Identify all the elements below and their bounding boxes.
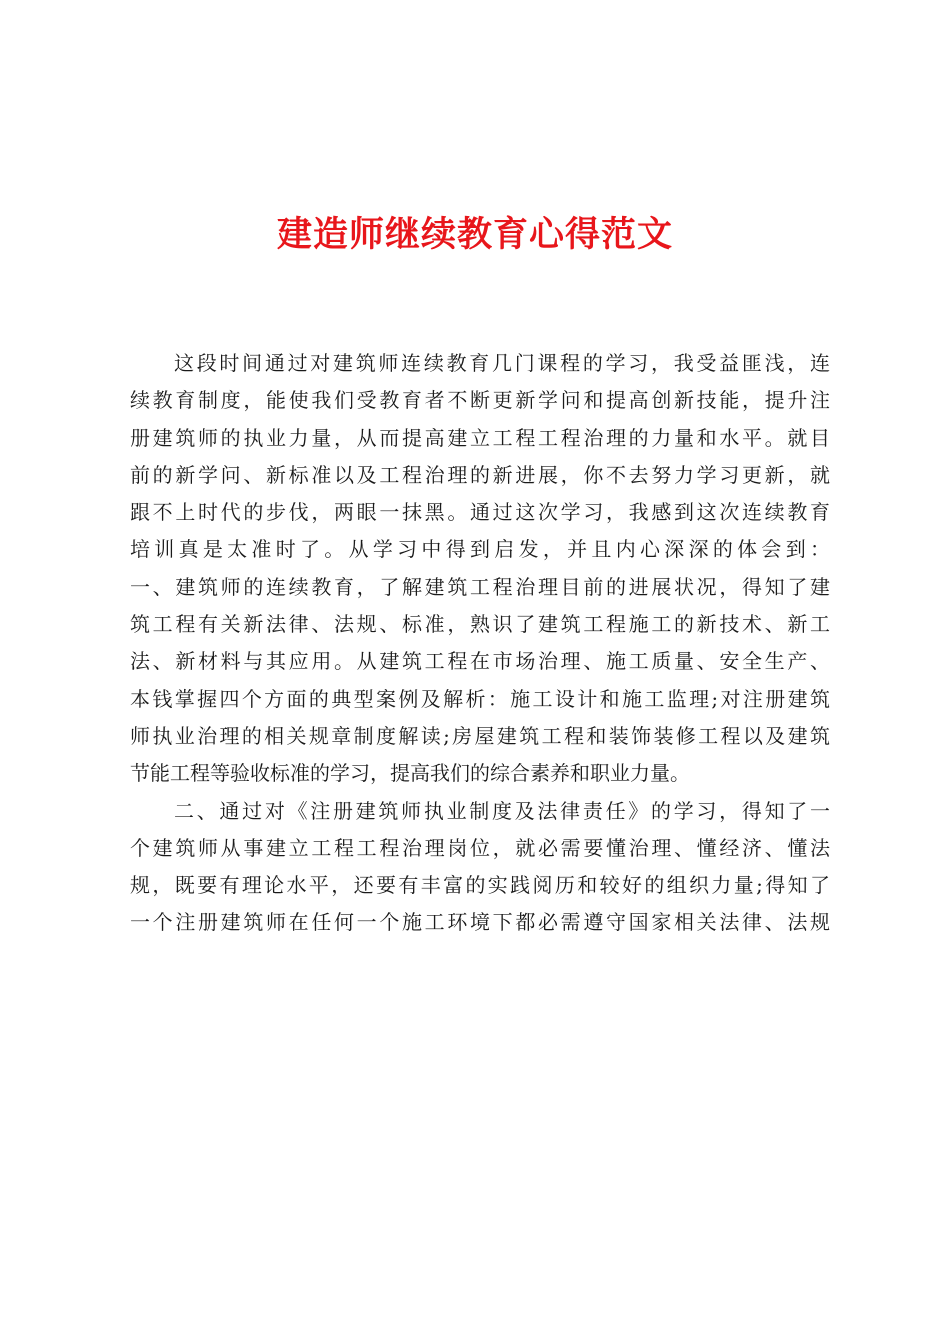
- body-line: 二、通过对《注册建筑师执业制度及法律责任》的学习，得知了一: [174, 798, 830, 823]
- document-body: [130, 345, 830, 942]
- body-line: 个建筑师从事建立工程工程治理岗位，就必需要懂治理、懂经济、懂法: [130, 835, 830, 860]
- body-line: 师执业治理的相关规章制度解读;房屋建筑工程和装饰装修工程以及建筑: [130, 723, 830, 748]
- body-line: 本钱掌握四个方面的典型案例及解析：施工设计和施工监理;对注册建筑: [130, 686, 830, 711]
- body-line: 这段时间通过对建筑师连续教育几门课程的学习，我受益匪浅，连: [174, 351, 830, 375]
- document-title: 建造师继续教育心得范文: [276, 214, 673, 255]
- body-line: 续教育制度，能使我们受教育者不断更新学问和提高创新技能，提升注: [130, 388, 830, 413]
- body-line: 节能工程等验收标准的学习，提高我们的综合素养和职业力量。: [130, 761, 690, 786]
- body-line: 筑工程有关新法律、法规、标准，熟识了建筑工程施工的新技术、新工: [130, 612, 830, 637]
- body-line: 一个注册建筑师在任何一个施工环境下都必需遵守国家相关法律、法规: [130, 910, 830, 935]
- body-line: 培训真是太准时了。从学习中得到启发，并且内心深深的体会到：: [130, 537, 830, 562]
- body-line: 前的新学问、新标准以及工程治理的新进展，你不去努力学习更新，就: [130, 462, 830, 487]
- body-line: 跟不上时代的步伐，两眼一抹黑。通过这次学习，我感到这次连续教育: [130, 500, 830, 525]
- body-line: 规，既要有理论水平，还要有丰富的实践阅历和较好的组织力量;得知了: [130, 873, 830, 898]
- body-line: 册建筑师的执业力量，从而提高建立工程工程治理的力量和水平。就目: [130, 425, 830, 450]
- body-line: 一、建筑师的连续教育，了解建筑工程治理目前的进展状况，得知了建: [130, 574, 830, 599]
- body-line: 法、新材料与其应用。从建筑工程在市场治理、施工质量、安全生产、: [130, 649, 830, 674]
